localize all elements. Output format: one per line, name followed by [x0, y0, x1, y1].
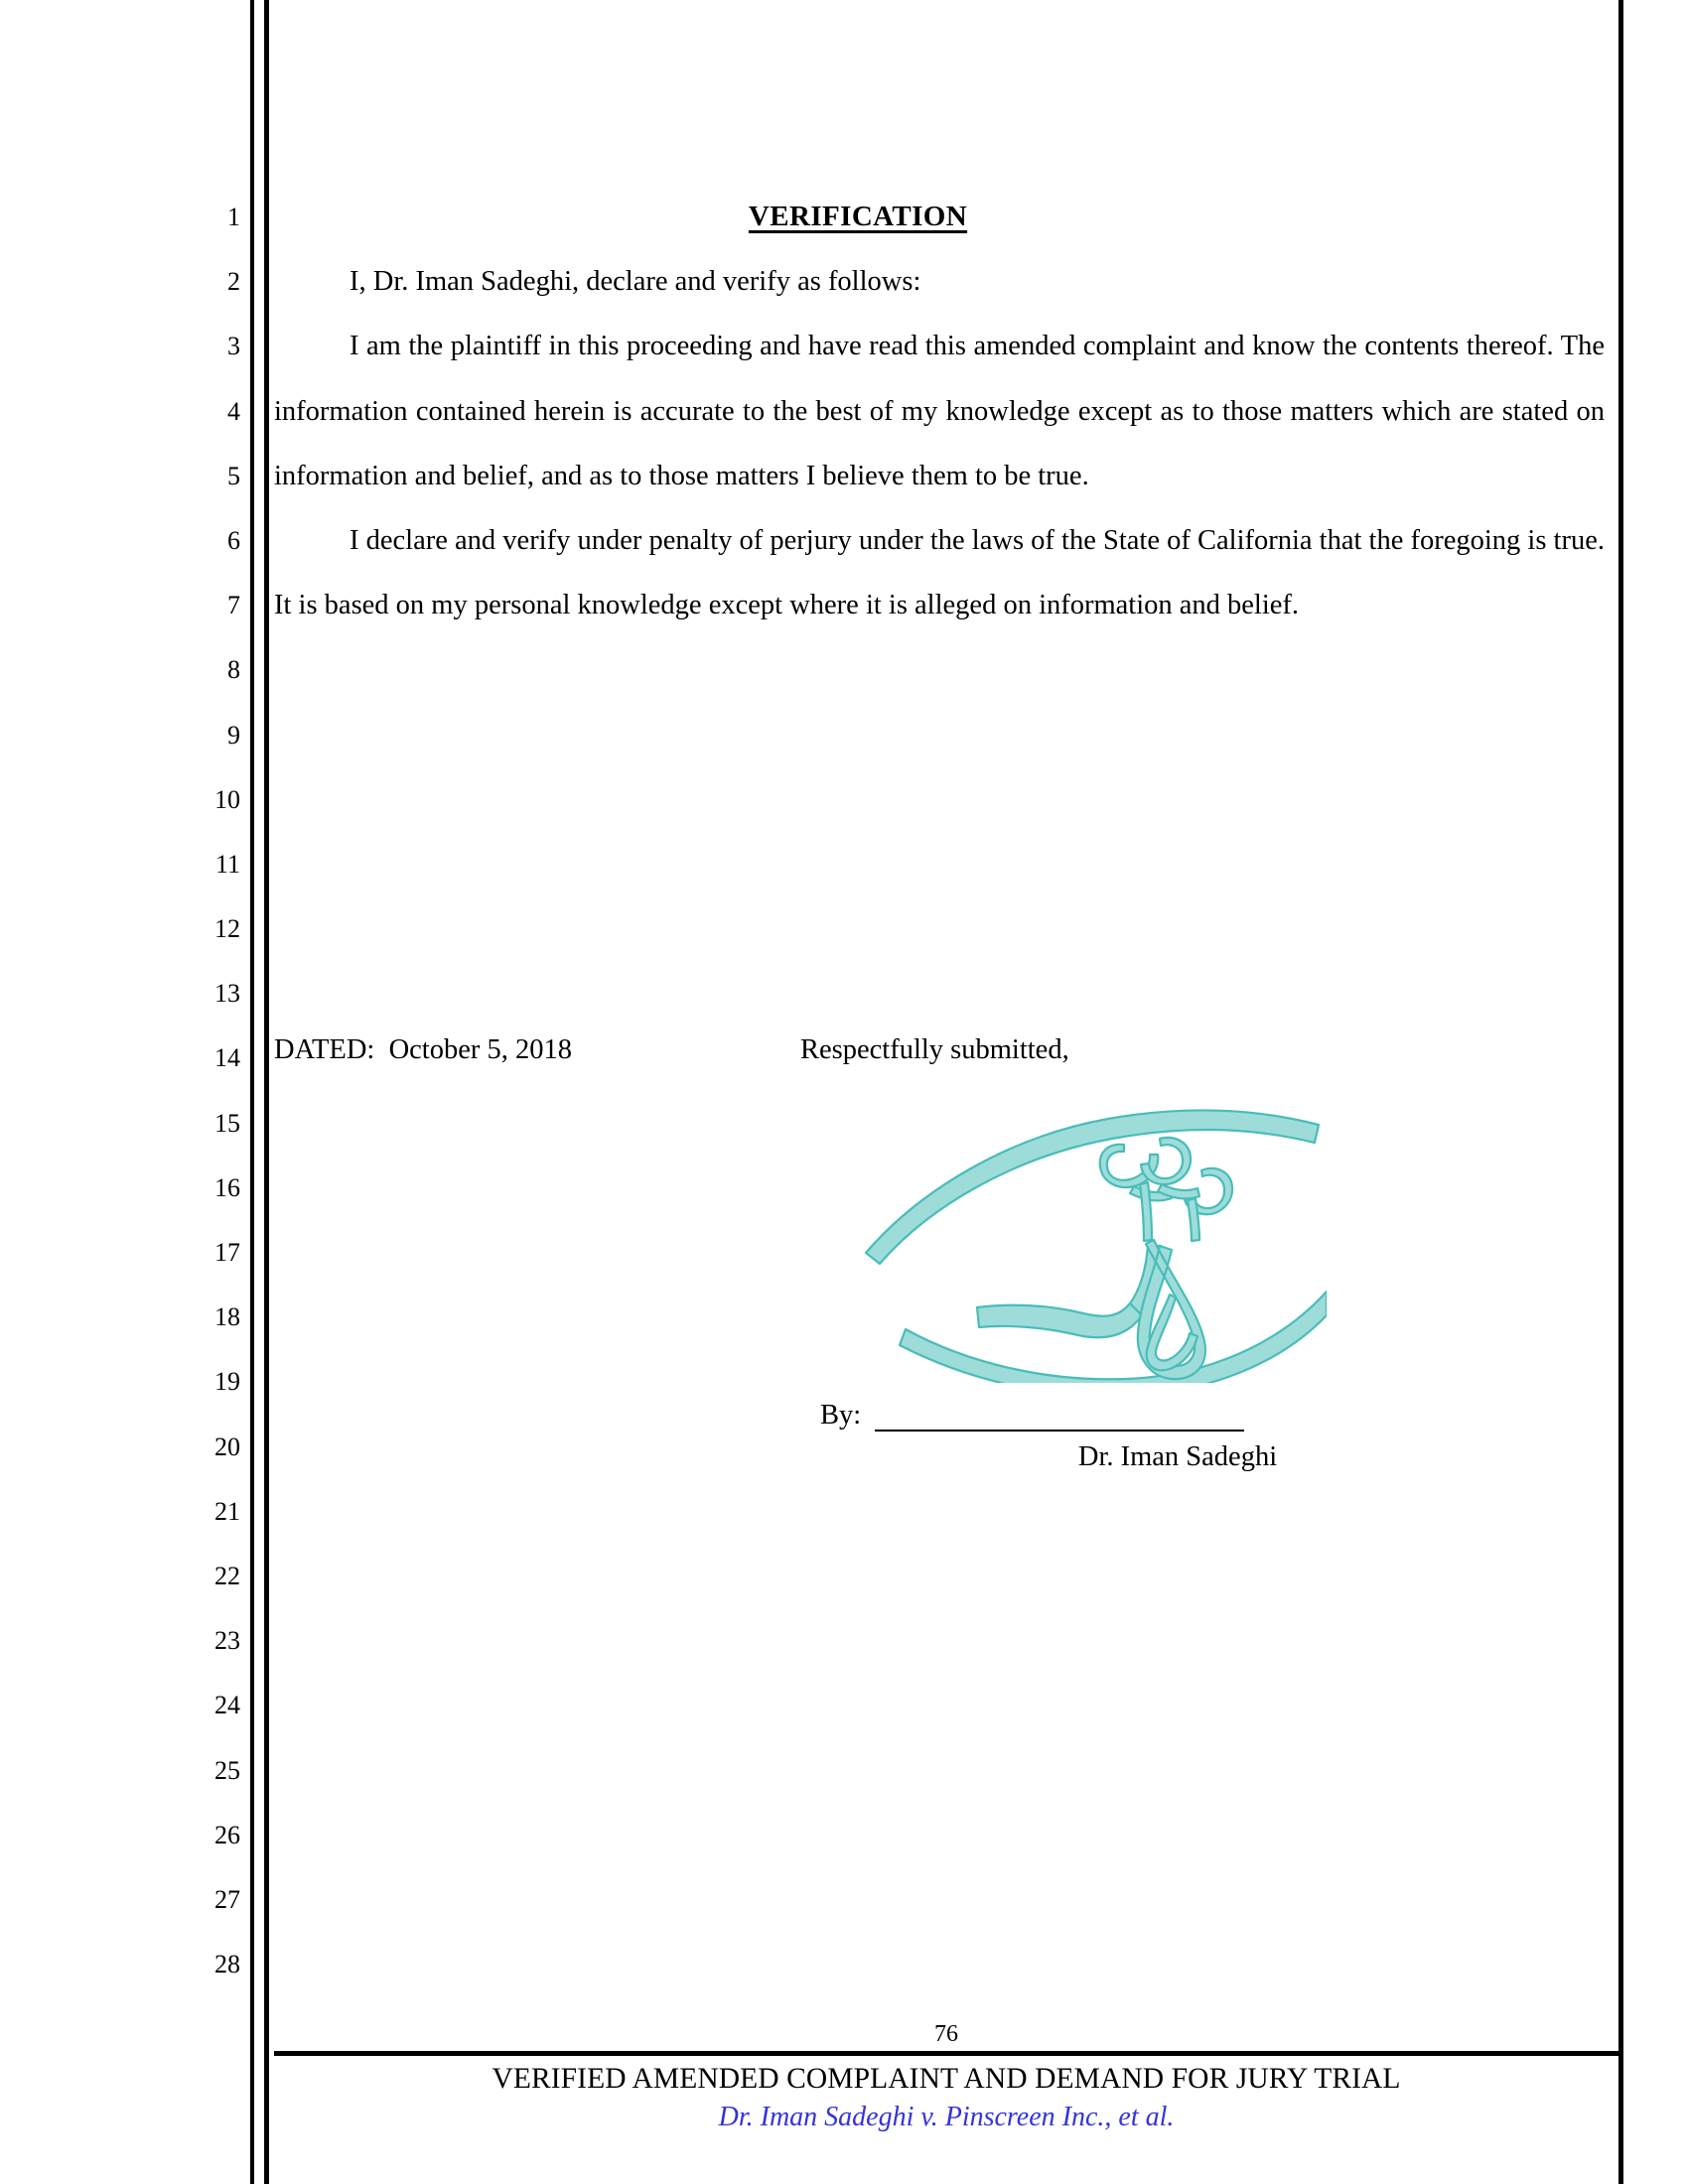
line-number: 21 — [214, 1496, 240, 1526]
line-number: 20 — [214, 1432, 240, 1461]
document-body — [274, 185, 1605, 637]
right-margin-rule — [1618, 0, 1623, 2184]
line-number: 3 — [227, 332, 240, 361]
line-number: 17 — [214, 1238, 240, 1267]
signer-name: Dr. Iman Sadeghi — [1077, 1441, 1278, 1472]
signature-line — [875, 1404, 1244, 1432]
paragraph-declaration-intro: I, Dr. Iman Sadeghi, declare and verify as follows: — [350, 266, 921, 298]
respectfully-submitted-label: Respectfully submitted, — [800, 1034, 1069, 1065]
by-signature-row — [820, 1400, 1515, 1472]
line-number: 5 — [227, 461, 240, 490]
line-number: 24 — [214, 1691, 240, 1720]
line-number: 28 — [214, 1950, 240, 1979]
line-number: 22 — [214, 1561, 240, 1590]
line-number: 2 — [227, 267, 240, 297]
line-number: 15 — [214, 1108, 240, 1138]
line-number: 9 — [227, 720, 240, 750]
line-number: 7 — [227, 591, 240, 620]
line-number: 25 — [214, 1755, 240, 1785]
page-footer — [274, 2021, 1618, 2136]
line-number: 26 — [214, 1820, 240, 1849]
by-label: By: — [820, 1400, 862, 1431]
line-number: 4 — [227, 396, 240, 426]
footer-case-caption: Dr. Iman Sadeghi v. Pinscreen Inc., et al. — [718, 2102, 1175, 2132]
handwritten-signature-icon — [860, 1095, 1327, 1383]
line-number: 19 — [214, 1367, 240, 1397]
page-number: 76 — [934, 2021, 958, 2047]
page-title — [274, 185, 1605, 249]
line-number: 27 — [214, 1884, 240, 1914]
page-title-text: VERIFICATION — [748, 201, 968, 232]
line-number: 6 — [227, 525, 240, 555]
dated-label: DATED: October 5, 2018 — [274, 1034, 572, 1065]
line-number: 18 — [214, 1302, 240, 1332]
line-number: 14 — [214, 1043, 240, 1073]
footer-document-title: VERIFIED AMENDED COMPLAINT AND DEMAND FOR JURY TRIAL — [492, 2063, 1401, 2095]
footer-divider — [274, 2051, 1618, 2056]
line-number: 13 — [214, 979, 240, 1009]
line-number: 16 — [214, 1172, 240, 1202]
signature-block — [274, 1027, 1605, 1472]
line-number-gutter — [169, 185, 240, 1996]
left-inner-margin-rule — [264, 0, 269, 2184]
line-number: 1 — [227, 203, 240, 231]
paragraph-perjury-statement: I declare and verify under penalty of perjury under the laws of the State of California that the foregoing is true. It is based on my personal knowledge except where it is alleged on information and belief. — [274, 525, 1605, 621]
paragraph-plaintiff-statement: I am the plaintiff in this proceeding and have read this amended complaint and know the contents thereof. The information contained herein is accurate to the best of my knowledge except as to those matters which are stated on information and belief, and as to those matters I believe them to be true. — [274, 331, 1605, 491]
line-number: 11 — [214, 849, 240, 879]
line-number: 8 — [227, 655, 240, 685]
left-outer-margin-rule — [250, 0, 254, 2184]
dated-row — [274, 1027, 1605, 1073]
line-number: 23 — [214, 1626, 240, 1656]
line-number: 12 — [214, 914, 240, 944]
line-number: 10 — [214, 784, 240, 814]
